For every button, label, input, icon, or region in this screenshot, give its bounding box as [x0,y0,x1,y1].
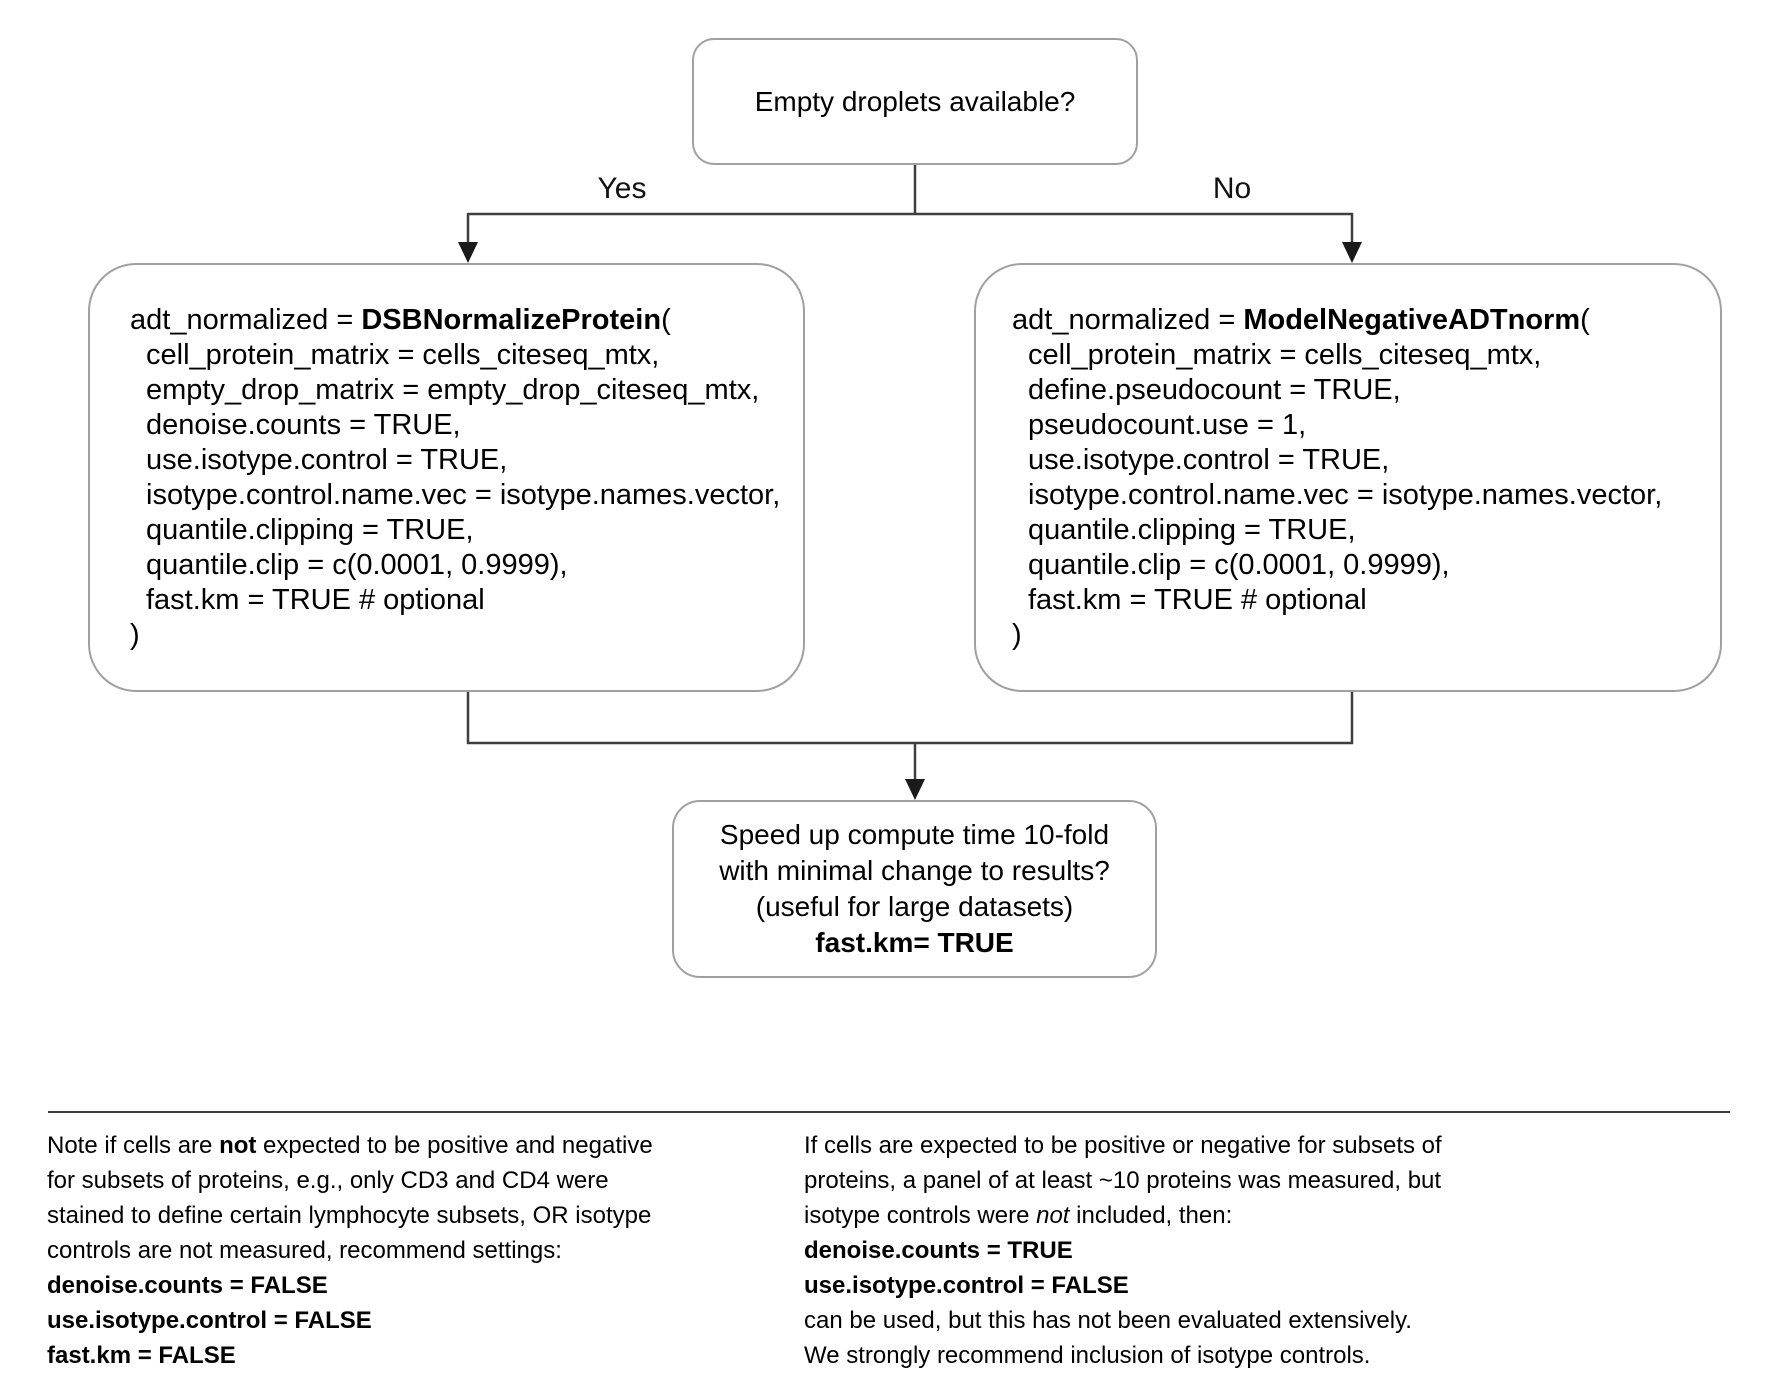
dsb-arg: quantile.clipping = TRUE, [146,514,474,546]
model-call-line [1012,303,1720,338]
dsb-arg: empty_drop_matrix = empty_drop_citeseq_mtx, [146,374,760,406]
dsb-function-name: DSBNormalizeProtein [361,304,662,336]
model-arg: fast.km = TRUE # optional [1028,584,1367,616]
model-arg: cell_protein_matrix = cells_citeseq_mtx, [1028,339,1542,371]
footnote-left-line-3: stained to define certain lymphocyte subsets, OR isotype [47,1202,652,1229]
model-open-paren: ( [1580,304,1590,336]
footnote-left-line-1-pre: Note if cells are [47,1132,220,1159]
footnote-right-line-3-pre: isotype controls were [804,1202,1037,1229]
model-assign: adt_normalized = [1012,304,1244,336]
model-arg: quantile.clip = c(0.0001, 0.9999), [1028,549,1450,581]
dsb-arg: fast.km = TRUE # optional [146,584,485,616]
footnote-left-line-1 [47,1128,747,1163]
question-box [692,38,1138,165]
footnote-left-line-1-post: expected to be positive and negative [256,1132,653,1159]
dsb-arg: quantile.clip = c(0.0001, 0.9999), [146,549,568,581]
footnote-right-line-6: can be used, but this has not been evaluated extensively. [804,1307,1412,1334]
footnote-left-setting: use.isotype.control = FALSE [47,1307,372,1334]
dsb-call-line [130,303,803,338]
arrowhead-no [1342,242,1362,263]
footnote-left-line-2: for subsets of proteins, e.g., only CD3 and CD4 were [47,1167,609,1194]
footnote-right-line-1: If cells are expected to be positive or negative for subsets of [804,1132,1442,1159]
model-arg: quantile.clipping = TRUE, [1028,514,1356,546]
model-arg: isotype.control.name.vec = isotype.names.vector, [1028,479,1663,511]
dsb-arg: use.isotype.control = TRUE, [146,444,508,476]
model-function-name: ModelNegativeADTnorm [1243,304,1581,336]
branch-label-yes: Yes [597,172,647,205]
arrowhead-yes [458,242,478,263]
branch-label-no: No [1212,172,1252,205]
model-arg: define.pseudocount = TRUE, [1028,374,1401,406]
speed-line-fastkm: fast.km= TRUE [815,927,1014,958]
footnote-left [47,1128,747,1373]
footnote-right [804,1128,1544,1373]
model-close-paren: ) [1012,619,1022,651]
dsb-arg: isotype.control.name.vec = isotype.names.vector, [146,479,781,511]
speed-line-1: Speed up compute time 10-fold [719,819,1110,850]
footnote-right-line-2: proteins, a panel of at least ~10 proteins was measured, but [804,1167,1442,1194]
footnote-right-line-3-post: included, then: [1069,1202,1233,1229]
footnote-divider [48,1111,1730,1113]
footnote-left-setting: fast.km = FALSE [47,1342,236,1369]
model-arg: pseudocount.use = 1, [1028,409,1307,441]
model-code-box [974,263,1722,692]
footnote-right-line-3 [804,1198,1544,1233]
dsb-arg: cell_protein_matrix = cells_citeseq_mtx, [146,339,660,371]
speed-box [672,800,1157,978]
dsb-open-paren: ( [661,304,671,336]
model-arg: use.isotype.control = TRUE, [1028,444,1390,476]
speed-line-3: (useful for large datasets) [755,891,1074,922]
dsb-assign: adt_normalized = [130,304,362,336]
dsb-code-box [88,263,805,692]
footnote-right-line-7: We strongly recommend inclusion of isotype controls. [804,1342,1371,1369]
footnote-right-setting: denoise.counts = TRUE [804,1237,1073,1264]
footnote-left-setting: denoise.counts = FALSE [47,1272,328,1299]
dsb-close-paren: ) [130,619,140,651]
footnote-left-line-4: controls are not measured, recommend settings: [47,1237,562,1264]
footnote-right-setting: use.isotype.control = FALSE [804,1272,1129,1299]
footnote-right-line-3-italic: not [1036,1202,1070,1229]
question-label: Empty droplets available? [754,85,1076,117]
footnote-left-line-1-bold: not [219,1132,257,1159]
dsb-arg: denoise.counts = TRUE, [146,409,461,441]
speed-line-2: with minimal change to results? [719,855,1110,886]
arrowhead-speed [905,779,925,800]
